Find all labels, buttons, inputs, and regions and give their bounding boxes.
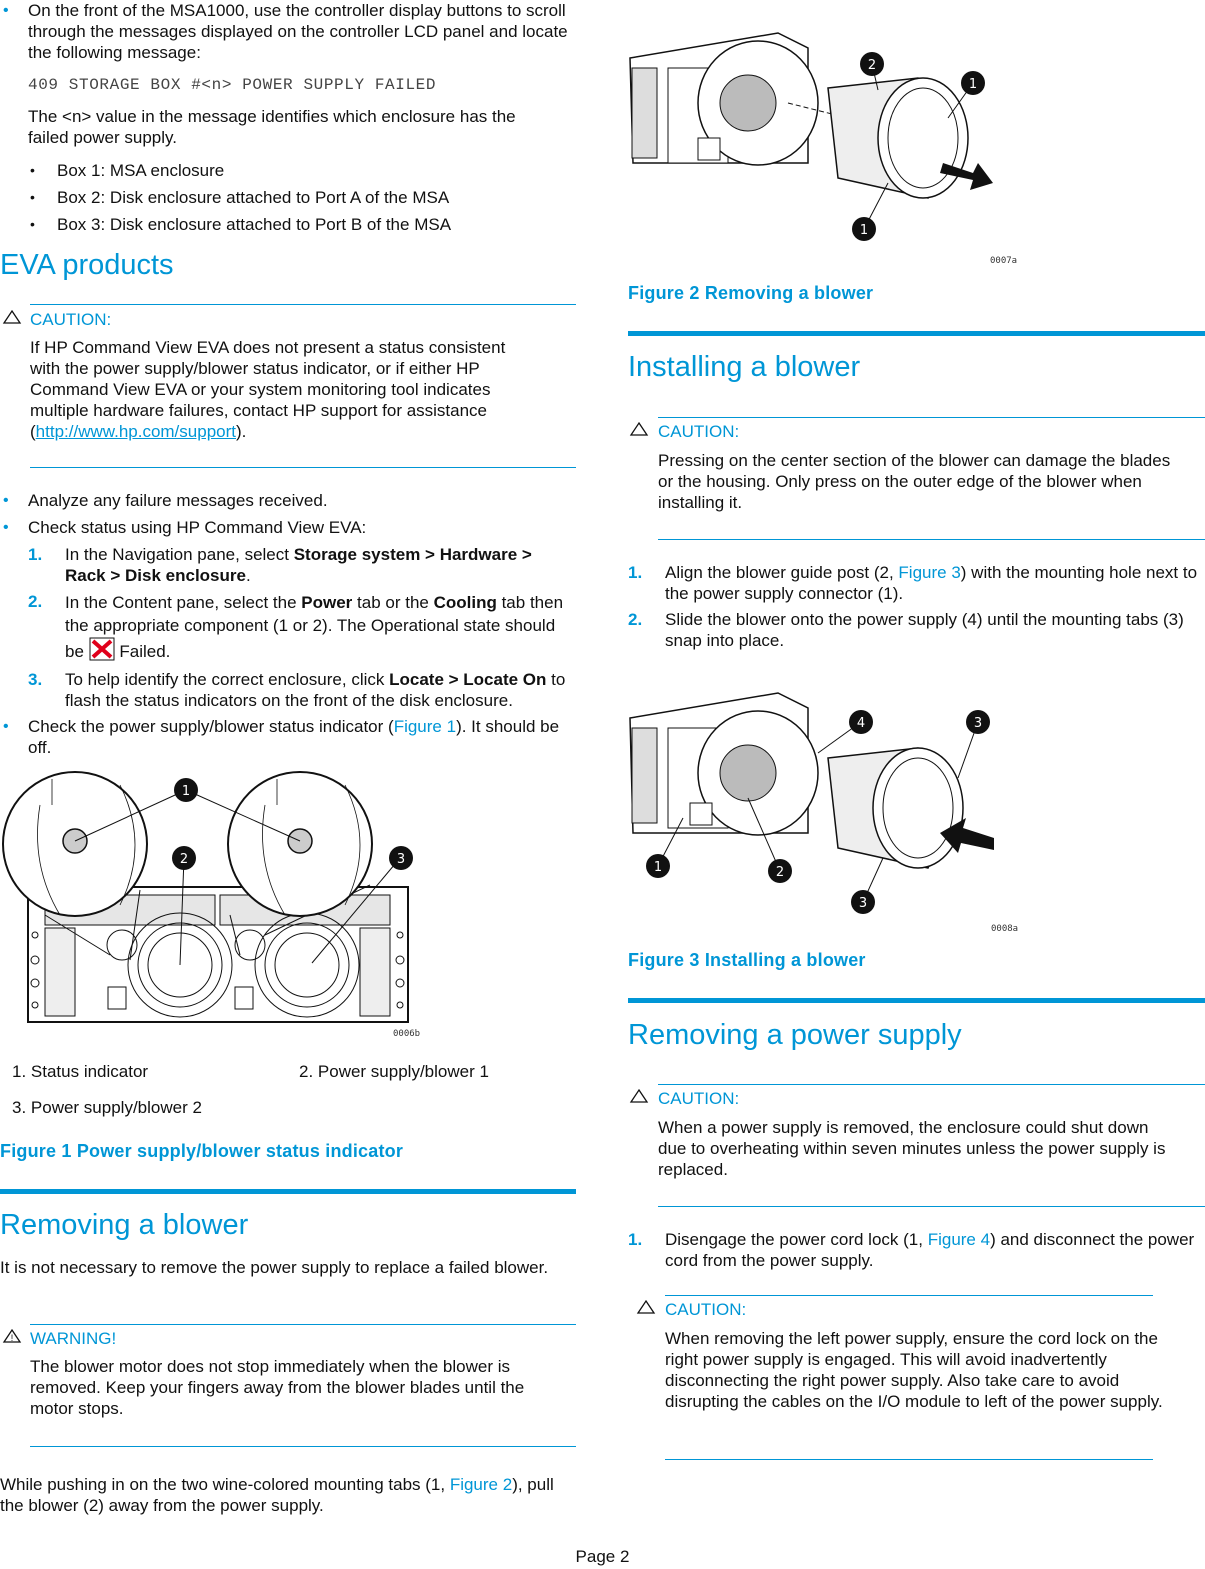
bullet-text: ). It should be off. — [28, 717, 560, 757]
callout-3 — [389, 846, 413, 870]
figure-1-illustration — [0, 765, 430, 1040]
step-text: In the Navigation pane, select — [65, 545, 294, 564]
paragraph: It is not necessary to remove the power supply to replace a failed blower. — [0, 1258, 549, 1277]
section-heading-eva: EVA products — [0, 249, 174, 281]
ui-tab-cooling: Cooling — [433, 593, 497, 612]
failed-x-icon — [89, 637, 115, 661]
caution-triangle-icon — [629, 421, 649, 437]
step-text: . — [245, 566, 251, 585]
svg-text:2: 2 — [775, 865, 785, 880]
ui-tab-power: Power — [301, 593, 353, 612]
caution-label: CAUTION: — [658, 1089, 740, 1108]
step-text: Failed. — [114, 642, 171, 661]
page-number: Page 2 — [575, 1547, 630, 1566]
svg-text:2: 2 — [867, 58, 877, 73]
ui-path: Storage system > Hardware > Rack > Disk enclosure — [65, 545, 532, 585]
step-text: to flash the status indicators on the front of the disk enclosure. — [65, 670, 566, 710]
bullet-icon: • — [3, 519, 9, 536]
figure-id: 0006b — [393, 1029, 421, 1039]
install-step-1 — [665, 562, 1200, 604]
legend-item: 2. Power supply/blower 1 — [299, 1062, 489, 1081]
callout-1 — [174, 778, 198, 802]
paragraph — [0, 1474, 575, 1516]
legend-item: 1. Status indicator — [12, 1062, 149, 1081]
step-number: 2. — [28, 592, 43, 611]
indicator-bullet — [28, 716, 578, 758]
step-text: tab then the appropriate component (1 or 2). The Operational state should be — [65, 593, 564, 661]
bullet-icon: • — [30, 216, 35, 232]
bullet-icon: • — [30, 162, 35, 178]
legend-item: 3. Power supply/blower 2 — [12, 1098, 202, 1117]
step-number: 1. — [628, 1230, 643, 1249]
callout-1 — [961, 71, 985, 95]
warning-text: The blower motor does not stop immediately when the blower is removed. Keep your fingers away from the blower blades until the motor stops. — [30, 1357, 525, 1418]
callout-3 — [966, 710, 990, 734]
ui-path: Locate > Locate On — [389, 670, 547, 689]
step-number: 2. — [628, 610, 643, 629]
section-divider — [0, 1189, 576, 1194]
callout-2 — [172, 846, 196, 870]
step-text: Align the blower guide post (2, — [665, 563, 899, 582]
figure-1-link[interactable]: Figure 1 — [393, 717, 457, 736]
ps-step-1 — [665, 1229, 1200, 1271]
callout-3 — [851, 890, 875, 914]
figure-1-caption: Figure 1 Power supply/blower status indicator — [0, 1141, 404, 1161]
figure-3-illustration — [628, 688, 1028, 938]
step-2 — [65, 591, 577, 663]
intro-bullet: On the front of the MSA1000, use the controller display buttons to scroll through the messages displayed on the controller LCD panel and locate the following message: — [28, 1, 568, 62]
divider — [30, 1324, 576, 1325]
warning-triangle-icon — [2, 1328, 22, 1344]
svg-text:1: 1 — [653, 860, 663, 875]
svg-text:3: 3 — [973, 716, 983, 731]
figure-3-link[interactable]: Figure 3 — [898, 563, 961, 582]
step-text: In the Content pane, select the — [65, 593, 302, 612]
divider — [658, 1206, 1205, 1207]
step-text: To help identify the correct enclosure, click — [65, 670, 390, 689]
bullet-icon: • — [3, 718, 9, 735]
divider — [30, 467, 576, 468]
step-3 — [65, 669, 570, 711]
divider — [658, 417, 1205, 418]
install-step-2: Slide the blower onto the power supply (4) until the mounting tabs (3) snap into place. — [665, 610, 1184, 650]
caution-triangle-icon — [629, 1088, 649, 1104]
bullet-icon: • — [3, 2, 9, 19]
figure-id: 0007a — [990, 256, 1018, 266]
box-item: Box 1: MSA enclosure — [57, 161, 225, 180]
support-link[interactable]: http://www.hp.com/support — [35, 422, 236, 441]
caution-triangle-icon — [2, 309, 22, 325]
callout-1 — [646, 854, 670, 878]
svg-text:!: ! — [10, 1333, 14, 1343]
caution-text: When a power supply is removed, the enclosure could shut down due to overheating within seven minutes unless the power supply is replaced. — [658, 1118, 1166, 1179]
bullet-text: Check the power supply/blower status indicator ( — [28, 717, 394, 736]
caution-text — [30, 337, 525, 442]
step-number: 1. — [28, 545, 43, 564]
section-divider — [628, 331, 1205, 336]
figure-id: 0008a — [991, 924, 1019, 934]
figure-2-illustration — [628, 28, 1028, 268]
divider — [665, 1459, 1153, 1460]
figure-3-caption: Figure 3 Installing a blower — [628, 950, 866, 970]
divider — [30, 304, 576, 305]
caution-label: CAUTION: — [30, 310, 112, 329]
divider — [665, 1295, 1153, 1296]
divider — [658, 539, 1205, 540]
divider — [658, 1084, 1205, 1085]
bullet-icon: • — [3, 492, 9, 509]
section-divider — [628, 998, 1205, 1003]
svg-text:2: 2 — [179, 852, 189, 867]
svg-text:3: 3 — [858, 896, 868, 911]
caution-text: Pressing on the center section of the blower can damage the blades or the housing. Only press on the outer edge of the blower when installing it. — [658, 451, 1171, 512]
svg-text:1: 1 — [859, 223, 869, 238]
paragraph-text: While pushing in on the two wine-colored mounting tabs (1, — [0, 1475, 450, 1494]
callout-2 — [768, 859, 792, 883]
step-number: 3. — [28, 670, 43, 689]
caution-end: ). — [236, 422, 247, 441]
message-note: The <n> value in the message identifies which enclosure has the failed power supply. — [28, 107, 516, 147]
section-heading-removing-power-supply: Removing a power supply — [628, 1019, 962, 1051]
caution-label: CAUTION: — [658, 422, 740, 441]
caution-text: When removing the left power supply, ensure the cord lock on the right power supply is engaged. This will avoid inadvertently disconnecting the right power supply. Also take care to avoid disrupting the cables on the I/O module to left of the power supply. — [665, 1329, 1163, 1411]
svg-text:4: 4 — [856, 716, 866, 731]
caution-label: CAUTION: — [665, 1300, 747, 1319]
step-text: ) and disconnect the power cord from the power supply. — [665, 1230, 1195, 1270]
callout-1 — [852, 217, 876, 241]
box-item: Box 3: Disk enclosure attached to Port B of the MSA — [57, 215, 452, 234]
svg-text:1: 1 — [181, 784, 191, 799]
paragraph-text: ), pull the blower (2) away from the power supply. — [0, 1475, 554, 1515]
caution-triangle-icon — [636, 1299, 656, 1315]
bullet-item: Check status using HP Command View EVA: — [28, 518, 367, 537]
bullet-icon: • — [30, 189, 35, 205]
section-heading-installing-blower: Installing a blower — [628, 351, 861, 383]
section-heading-removing-blower: Removing a blower — [0, 1209, 249, 1241]
callout-2 — [860, 52, 884, 76]
divider — [30, 1446, 576, 1447]
warning-label: WARNING! — [30, 1329, 117, 1348]
svg-text:3: 3 — [396, 852, 406, 867]
step-text: ) with the mounting hole next to the power supply connector (1). — [665, 563, 1198, 603]
callout-4 — [849, 710, 873, 734]
figure-2-link[interactable]: Figure 2 — [449, 1475, 513, 1494]
bullet-item: Analyze any failure messages received. — [28, 491, 328, 510]
figure-2-caption: Figure 2 Removing a blower — [628, 283, 874, 303]
step-text: Disengage the power cord lock (1, — [665, 1230, 928, 1249]
step-text: tab or the — [352, 593, 434, 612]
caution-body: If HP Command View EVA does not present a status consistent with the power supply/blower status indicator, or if either HP Command View EVA or your system monitoring tool indicates multiple hardware failures, contact HP support for assistance ( — [30, 338, 506, 441]
step-number: 1. — [628, 563, 643, 582]
step-1 — [65, 544, 570, 586]
lcd-message: 409 STORAGE BOX #<n> POWER SUPPLY FAILED — [28, 76, 437, 94]
box-item: Box 2: Disk enclosure attached to Port A of the MSA — [57, 188, 450, 207]
svg-text:1: 1 — [968, 77, 978, 92]
figure-4-link[interactable]: Figure 4 — [927, 1230, 991, 1249]
